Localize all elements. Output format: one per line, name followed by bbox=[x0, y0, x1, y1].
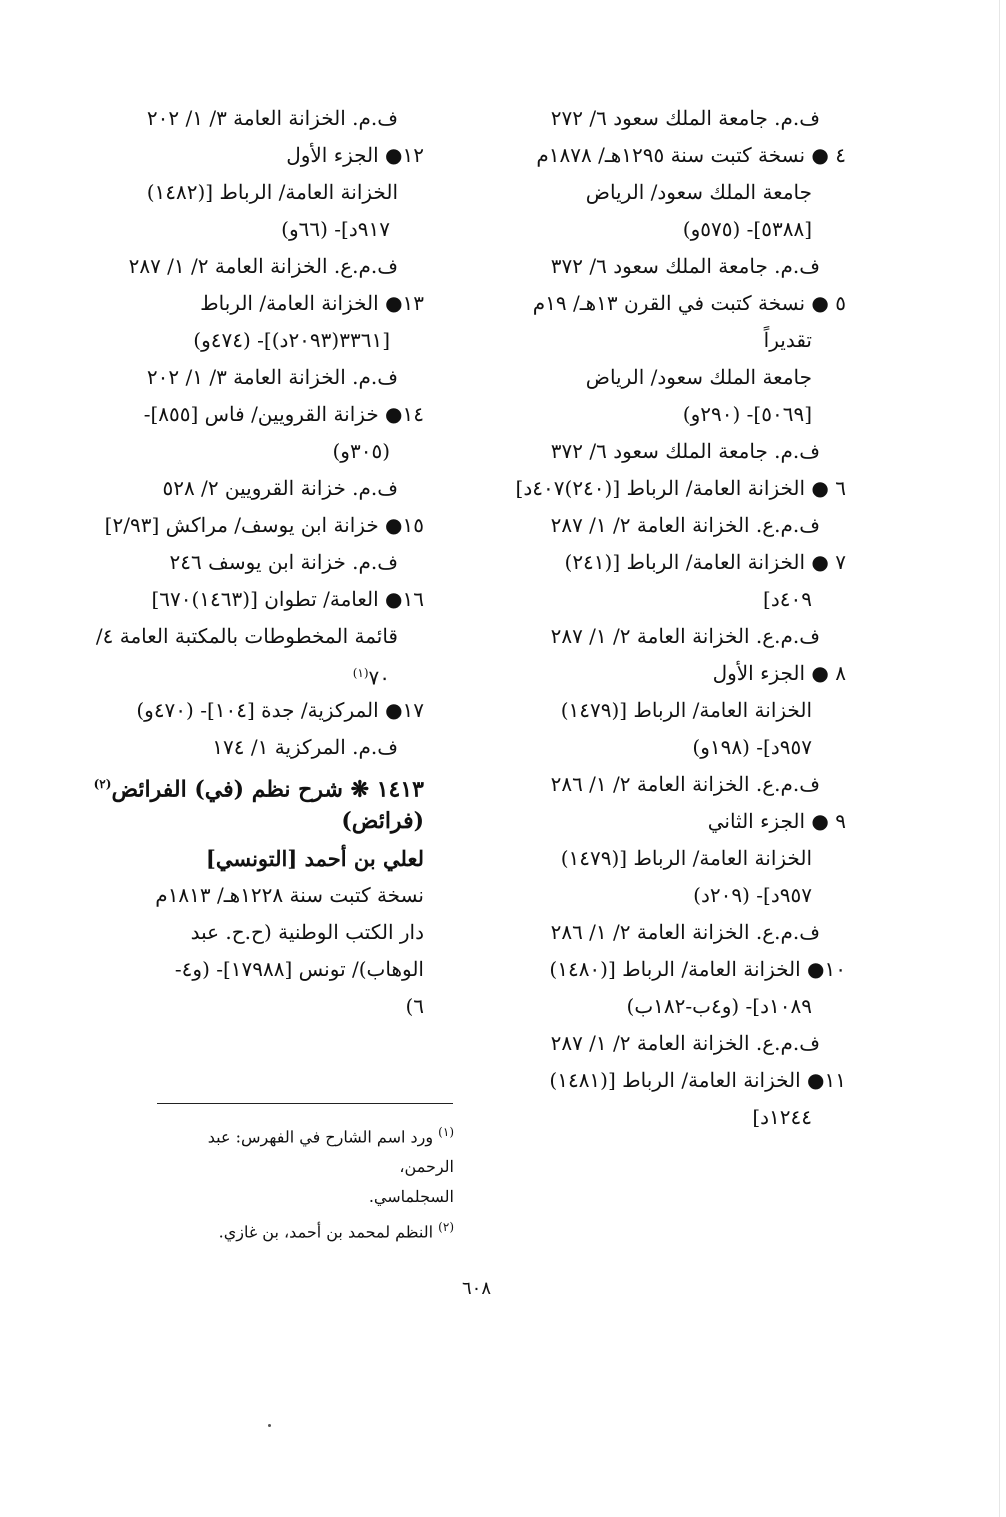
right-column-line-text: ٩ ● الجزء الثاني bbox=[707, 809, 846, 833]
right-column-line-text: ٥ ● نسخة كتبت في القرن ١٣هـ/ ١٩م bbox=[532, 291, 846, 315]
right-column-line bbox=[501, 433, 846, 470]
right-column-line-text: ٧ ● الخزانة العامة/ الرباط [(٢٤١) bbox=[564, 550, 846, 574]
left-column-line-text: ف.م. خزانة القرويين ٢/ ٥٢٨ bbox=[162, 476, 398, 500]
footnote-2-text: النظم لمحمد بن أحمد، بن غازي. bbox=[218, 1222, 434, 1242]
scan-edge bbox=[999, 0, 1000, 1517]
left-column-line bbox=[124, 285, 424, 322]
footnote-1 bbox=[154, 1117, 454, 1182]
left-column-line-text: ١٣● الخزانة العامة/ الرباط bbox=[200, 291, 424, 315]
right-column bbox=[501, 100, 846, 1136]
right-column-line-text: ف.م. جامعة الملك سعود ٦/ ٢٧٢ bbox=[550, 106, 820, 130]
entry-title-footnote-ref: (٢) bbox=[93, 777, 112, 791]
right-column-line-text: ١١● الخزانة العامة/ الرباط [(١٤٨١) bbox=[549, 1068, 846, 1092]
right-column-line bbox=[501, 322, 846, 359]
right-column-line-text: جامعة الملك سعود/ الرياض bbox=[585, 365, 812, 389]
footnote-ref: (١) bbox=[352, 666, 369, 680]
entry-line: نسخة كتبت سنة ١٢٢٨هـ/ ١٨١٣م bbox=[155, 883, 424, 907]
right-column-line-text: ٦ ● الخزانة العامة/ الرباط [(٢٤٠)٤٠٧د] bbox=[515, 476, 846, 500]
right-column-line bbox=[501, 581, 846, 618]
right-column-line bbox=[501, 951, 846, 988]
left-column-line bbox=[124, 692, 424, 729]
footnote-1-continuation bbox=[154, 1182, 454, 1212]
left-column-line-text: ف.م. خزانة ابن يوسف ٢٤٦ bbox=[169, 550, 398, 574]
right-column-line bbox=[501, 211, 846, 248]
entry-heading bbox=[93, 766, 424, 803]
left-column-line bbox=[124, 174, 424, 211]
right-column-line bbox=[501, 1099, 846, 1136]
right-column-line bbox=[501, 248, 846, 285]
left-column-line-text: (٣٠٥و) bbox=[332, 439, 390, 463]
left-column-line-text: ف.م. الخزانة العامة ٣/ ١/ ٢٠٢ bbox=[146, 106, 398, 130]
left-column-line bbox=[124, 359, 424, 396]
left-column-line-text: [٣٣٦١(٢٠٩٣د)]- (٤٧٤و) bbox=[193, 328, 390, 352]
entry-author-text: لعلي بن أحمد [التونسي] bbox=[205, 846, 424, 871]
right-column-line bbox=[501, 1062, 846, 1099]
right-column-line bbox=[501, 396, 846, 433]
entry-title-alt-text: (فرائض) bbox=[341, 808, 424, 834]
right-column-line bbox=[501, 359, 846, 396]
left-column-line-text: ٧٠ bbox=[368, 665, 390, 690]
entry-line: دار الكتب الوطنية (ح.ح. عبد bbox=[190, 920, 424, 944]
right-column-line-text: ١٠● الخزانة العامة/ الرباط [(١٤٨٠) bbox=[549, 957, 846, 981]
left-column-line bbox=[124, 655, 424, 692]
right-column-line-text: الخزانة العامة/ الرباط [(١٤٧٩) bbox=[560, 698, 812, 722]
right-column-line-text: ف.م.ع. الخزانة العامة ٢/ ١/ ٢٨٧ bbox=[550, 1031, 820, 1055]
page-number: ٦٠٨ bbox=[462, 1278, 492, 1299]
right-column-line bbox=[501, 877, 846, 914]
left-column-line bbox=[124, 396, 424, 433]
scan-speck bbox=[268, 1424, 271, 1427]
left-column-line bbox=[124, 581, 424, 618]
left-column-line bbox=[124, 544, 424, 581]
entry-marker-icon: ❋ bbox=[350, 776, 370, 803]
right-column-line-text: ف.م.ع. الخزانة العامة ٢/ ١/ ٢٨٦ bbox=[550, 920, 820, 944]
right-column-line bbox=[501, 1025, 846, 1062]
footnote-1-mark: (١) bbox=[438, 1125, 454, 1139]
right-column-line bbox=[501, 544, 846, 581]
entry-line: ٦) bbox=[405, 994, 424, 1018]
footnote-2-mark: (٢) bbox=[438, 1220, 454, 1235]
left-column-line-text: ١٢● الجزء الأول bbox=[286, 143, 424, 167]
right-column-line bbox=[501, 766, 846, 803]
entry-author bbox=[124, 840, 424, 877]
right-column-line bbox=[501, 618, 846, 655]
left-column-line bbox=[124, 248, 424, 285]
left-column-line bbox=[95, 618, 424, 655]
right-column-line-text: ٩٥٧د]- (٢٠٩د) bbox=[693, 883, 812, 907]
left-column-line-text: ١٥● خزانة ابن يوسف/ مراكش [٢/٩٣] bbox=[104, 513, 424, 537]
footnotes bbox=[154, 1117, 454, 1248]
right-column-line bbox=[501, 470, 846, 507]
left-column-line bbox=[124, 211, 424, 248]
right-column-line bbox=[501, 137, 846, 174]
right-column-line bbox=[501, 988, 846, 1025]
left-column-line bbox=[124, 322, 424, 359]
left-column-line-text: ١٧● المركزية/ جدة [١٠٤]- (٤٧٠و) bbox=[136, 698, 424, 722]
right-column-line-text: ف.م.ع. الخزانة العامة ٢/ ١/ ٢٨٦ bbox=[550, 772, 820, 796]
right-column-line-text: ف.م.ع. الخزانة العامة ٢/ ١/ ٢٨٧ bbox=[550, 513, 820, 537]
entry-title: شرح نظم (في) الفرائض bbox=[111, 776, 343, 803]
left-column bbox=[93, 100, 424, 1025]
left-column-line-text: ١٦● العامة/ تطوان [(١٤٦٣)٦٧٠] bbox=[151, 587, 424, 611]
left-column-line bbox=[124, 433, 424, 470]
right-column-line bbox=[501, 729, 846, 766]
footnote-divider bbox=[157, 1103, 453, 1104]
right-column-line-text: ف.م. جامعة الملك سعود ٦/ ٣٧٢ bbox=[550, 439, 820, 463]
left-column-line bbox=[124, 470, 424, 507]
left-column-entries bbox=[95, 100, 424, 766]
left-column-line-text: ١٤● خزانة القرويين/ فاس [٨٥٥]- bbox=[143, 402, 424, 426]
left-column-line-text: الخزانة العامة/ الرباط [(١٤٨٢) bbox=[146, 180, 398, 204]
right-column-line bbox=[501, 692, 846, 729]
right-column-line-text: ١٢٤٤د] bbox=[752, 1105, 812, 1129]
right-column-line bbox=[501, 914, 846, 951]
right-column-line-text: [٥٠٦٩]- (٢٩٠و) bbox=[682, 402, 812, 426]
right-column-line-text: الخزانة العامة/ الرباط [(١٤٧٩) bbox=[560, 846, 812, 870]
right-column-line bbox=[501, 840, 846, 877]
right-column-line-text: ٩٥٧د]- (١٩٨و) bbox=[692, 735, 812, 759]
footnote-1-text-cont: السجلماسي. bbox=[368, 1187, 454, 1207]
right-column-line-text: ف.م.ع. الخزانة العامة ٢/ ١/ ٢٨٧ bbox=[550, 624, 820, 648]
right-column-line-text: ف.م. جامعة الملك سعود ٦/ ٣٧٢ bbox=[550, 254, 820, 278]
right-column-line-text: [٥٣٨٨]- (٥٧٥و) bbox=[682, 217, 812, 241]
footnote-1-text: ورد اسم الشارح في الفهرس: عبد الرحمن، bbox=[207, 1127, 454, 1177]
left-column-line-text: ٩١٧د]- (٦٦و) bbox=[281, 217, 390, 241]
right-column-line bbox=[501, 803, 846, 840]
right-column-line bbox=[501, 285, 846, 322]
right-column-line bbox=[501, 507, 846, 544]
footnote-2 bbox=[154, 1212, 454, 1247]
left-column-line bbox=[104, 507, 424, 544]
right-column-line bbox=[501, 100, 846, 137]
left-column-line bbox=[124, 729, 424, 766]
left-column-line bbox=[124, 100, 424, 137]
left-column-line-text: ف.م.ع. الخزانة العامة ٢/ ١/ ٢٨٧ bbox=[128, 254, 398, 278]
left-column-line-text: قائمة المخطوطات بالمكتبة العامة ٤/ bbox=[95, 624, 398, 648]
right-column-line-text: ٨ ● الجزء الأول bbox=[712, 661, 846, 685]
right-column-line-text: ٤٠٩د] bbox=[763, 587, 812, 611]
left-column-line-text: ف.م. المركزية ١/ ١٧٤ bbox=[212, 735, 398, 759]
right-column-line-text: ١٠٨٩د]- (و٤ب-١٨٢ب) bbox=[626, 994, 812, 1018]
entry-title-alt bbox=[124, 803, 424, 840]
right-column-line-text: ٤ ● نسخة كتبت سنة ١٢٩٥هـ/ ١٨٧٨م bbox=[536, 143, 846, 167]
left-column-line-text: ف.م. الخزانة العامة ٣/ ١/ ٢٠٢ bbox=[146, 365, 398, 389]
left-column-line bbox=[124, 137, 424, 174]
right-column-line bbox=[501, 655, 846, 692]
entry-line: الوهاب)/ تونس [١٧٩٨٨]- (و٤- bbox=[174, 957, 424, 981]
right-column-line-text: تقديراً bbox=[763, 328, 812, 352]
right-column-line bbox=[501, 174, 846, 211]
right-column-line-text: جامعة الملك سعود/ الرياض bbox=[585, 180, 812, 204]
entry-number: ١٤١٣ bbox=[376, 776, 424, 803]
